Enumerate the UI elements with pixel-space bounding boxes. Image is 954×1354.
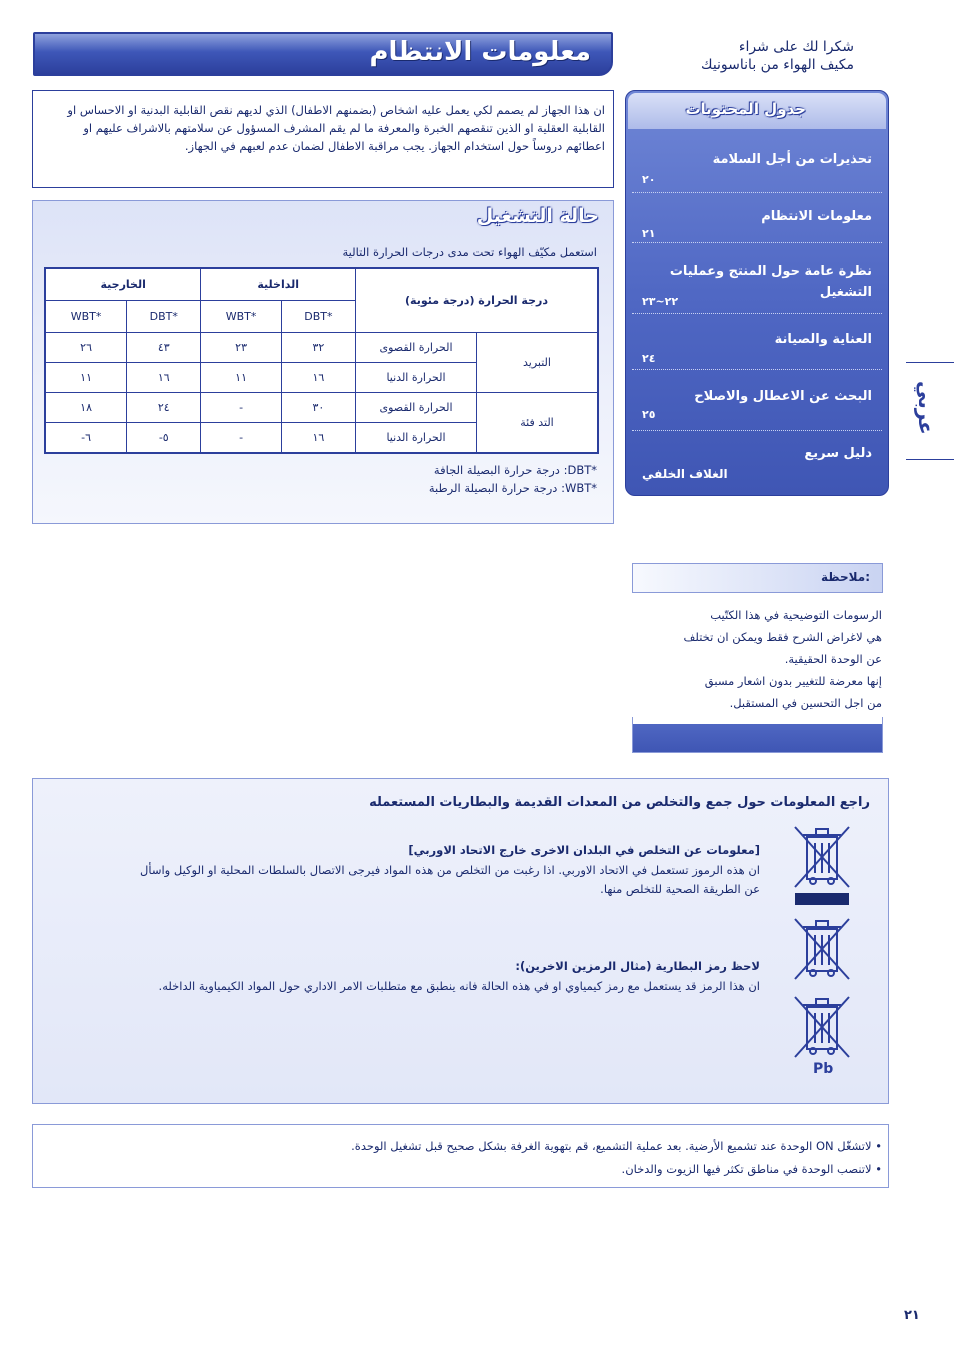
footnote-wbt: *WBT: درجة حرارة البصيلة الرطبة	[428, 481, 597, 495]
cell-value: ١٨	[45, 393, 127, 423]
contents-panel	[625, 90, 889, 496]
cell-value: ٢٤	[127, 393, 201, 423]
col-header-temperature: درجة الحرارة (درجة مئوية)	[356, 268, 599, 333]
table-footnotes	[429, 461, 597, 497]
note-line: من اجل التحسين في المستقبل.	[729, 696, 882, 710]
bottom-note: • لاتنصب الوحدة في مناطق تكثر فيها الزيوت والدخان.	[621, 1162, 882, 1176]
toc-item-care[interactable]	[632, 314, 882, 370]
note-line: إنها معرضة للتغيير بدون اشعار مسبق	[704, 674, 882, 688]
note-line: هي لاغراض الشرح فقط ويمكن ان تختلف	[683, 630, 882, 644]
col-header-indoor-wbt: WBT*	[201, 301, 281, 333]
cell-value: ١٦	[127, 363, 201, 393]
note-line: عن الوحدة الحقيقية.	[784, 652, 882, 666]
table-header-row	[45, 268, 598, 301]
toc-item-troubleshooting[interactable]	[632, 370, 882, 431]
toc-item-safety[interactable]	[632, 143, 882, 193]
disposal-subheading-outside-eu: [معلومات عن التخلص في البلدان الاخرى خارج الاتحاد الاوربي]	[408, 843, 760, 857]
col-header-outdoor-dbt: DBT*	[127, 301, 201, 333]
disposal-text-outside-eu	[45, 861, 760, 899]
cell-value: -	[201, 393, 281, 423]
toc-item-page: ٢٤	[642, 352, 656, 365]
note-line: الرسومات التوضيحية في هذا الكتّيب	[710, 608, 882, 622]
row-label-min: الحرارة الدنيا	[356, 363, 477, 393]
cell-value: ١١	[201, 363, 281, 393]
row-label-max: الحرارة القصوى	[356, 393, 477, 423]
table-row	[45, 333, 598, 363]
bottom-notes	[32, 1124, 889, 1188]
disposal-section	[32, 778, 889, 1104]
col-header-indoor-dbt: DBT*	[281, 301, 355, 333]
cell-value: ١١	[45, 363, 127, 393]
page-title: معلومات الانتظام	[369, 37, 591, 67]
note-footer-bar	[632, 717, 883, 753]
temperature-table	[44, 267, 599, 454]
cell-value: ٢٦	[45, 333, 127, 363]
toc-item-quick-guide[interactable]	[632, 431, 882, 491]
disposal-text-battery: ان هذا الرمز قد يستعمل مع رمز كيمياوي او في هذه الحالة فانه ينطبق مع متطلبات الامر الاداري حول المواد الكيمياوية الداخله.	[158, 979, 760, 993]
note-heading: ملاحظة:	[821, 570, 870, 584]
col-header-outdoor-wbt: WBT*	[45, 301, 127, 333]
thanks-line: شكرا لك على شراء	[738, 39, 854, 55]
toc-item-title: البحث عن الاعطال والاصلاح	[694, 389, 872, 404]
col-header-outdoor: الخارجية	[45, 268, 201, 301]
toc-item-page: ٢٢~٢٣	[642, 295, 679, 308]
disposal-line: ان هذه الرموز تستعمل في الاتحاد الاوربي. اذا رغبت من التخلص من هذه المواد فيرجى الاتصال بالسلطات المحلية او الوكيل واسأل	[139, 863, 760, 877]
disposal-line: عن الطريقة الصحية للتخلص منها.	[600, 882, 760, 896]
page-title-banner	[33, 32, 613, 76]
toc-item-title: نظرة عامة حول المنتج وعمليات التشغيل	[669, 264, 872, 300]
row-label-cooling: التبريد	[477, 333, 599, 393]
pb-label: Pb	[813, 1061, 834, 1077]
row-label-min: الحرارة الدنيا	[356, 423, 477, 454]
cell-value: -٦	[45, 423, 127, 454]
cell-value: ٤٣	[127, 333, 201, 363]
warning-text: ان هذا الجهاز لم يصمم لكي يعمل عليه اشخاص (بضمنهم الاطفال) الذي لديهم نقص القابلية البدنية او الاحساس او القابلية العقلية او الذين تنقصهم الخبرة والمعرفة ما لم يقم المشرف المسؤول عن سلامتهم بالاشراف عليهم او اعطائهم دروساً حول استخدام الجهاز. يجب مراقبة الاطفال لضمان عدم لعبهم في الجهاز.	[67, 103, 605, 153]
contents-header	[628, 93, 886, 129]
note-header	[632, 563, 883, 593]
contents-heading: جدول المحتويات	[685, 100, 806, 118]
cell-value: ١٦	[281, 423, 355, 454]
toc-item-title: العناية والصيانة	[774, 332, 872, 347]
disposal-subheading-battery: لاحظ رمز البطارية (مثال الرمزين الاخرين):	[515, 959, 760, 973]
thanks-text	[634, 38, 854, 74]
thanks-line: مكيف الهواء من باناسونيك	[701, 57, 854, 73]
toc-item-title: دليل سريع	[804, 446, 872, 461]
cell-value: -٥	[127, 423, 201, 454]
crossed-bin-pb-icon	[791, 993, 853, 1063]
bottom-note: • لاتشغّل ON الوحدة عند تشميع الأرضية. بعد عملية التشميع، قم بتهوية الغرفة بشكل صحيح قبل تشغيل الوحدة.	[351, 1139, 882, 1153]
toc-item-page: ٢١	[642, 227, 656, 240]
footnote-dbt: *DBT: درجة حرارة البصيلة الجافة	[433, 463, 597, 477]
cell-value: -	[201, 423, 281, 454]
operating-condition-section	[32, 200, 614, 524]
toc-item-page: الغلاف الخلفي	[642, 467, 728, 481]
crossed-bin-icon	[791, 915, 853, 985]
cell-value: ٣٢	[281, 333, 355, 363]
toc-item-regulation[interactable]	[632, 193, 882, 243]
page-number: ٢١	[904, 1308, 920, 1323]
language-label: عربي	[914, 381, 938, 435]
col-header-indoor: الداخلية	[201, 268, 356, 301]
warning-box	[32, 90, 614, 188]
note-body	[632, 604, 882, 714]
row-label-max: الحرارة القصوى	[356, 333, 477, 363]
disposal-heading: راجع المعلومات حول جمع والتخلص من المعدات القديمة والبطاريات المستعمله	[369, 795, 870, 810]
cell-value: ١٦	[281, 363, 355, 393]
operating-intro: استعمل مكيّف الهواء تحت مدى درجات الحرارة التالية	[342, 245, 597, 259]
operating-heading: حالة التشغيل	[476, 205, 599, 227]
table-row	[45, 393, 598, 423]
toc-item-page: ٢٥	[642, 408, 656, 421]
row-label-heating: التد فئة	[477, 393, 599, 454]
toc-item-title: معلومات الانتظام	[761, 209, 872, 224]
crossed-bin-with-bar-icon	[791, 823, 853, 907]
cell-value: ٣٠	[281, 393, 355, 423]
language-tab	[906, 362, 954, 460]
toc-item-title: تحذيرات من أجل السلامة	[712, 152, 872, 167]
toc-item-overview[interactable]	[632, 243, 882, 314]
toc-item-page: ٢٠	[642, 173, 656, 186]
cell-value: ٢٣	[201, 333, 281, 363]
